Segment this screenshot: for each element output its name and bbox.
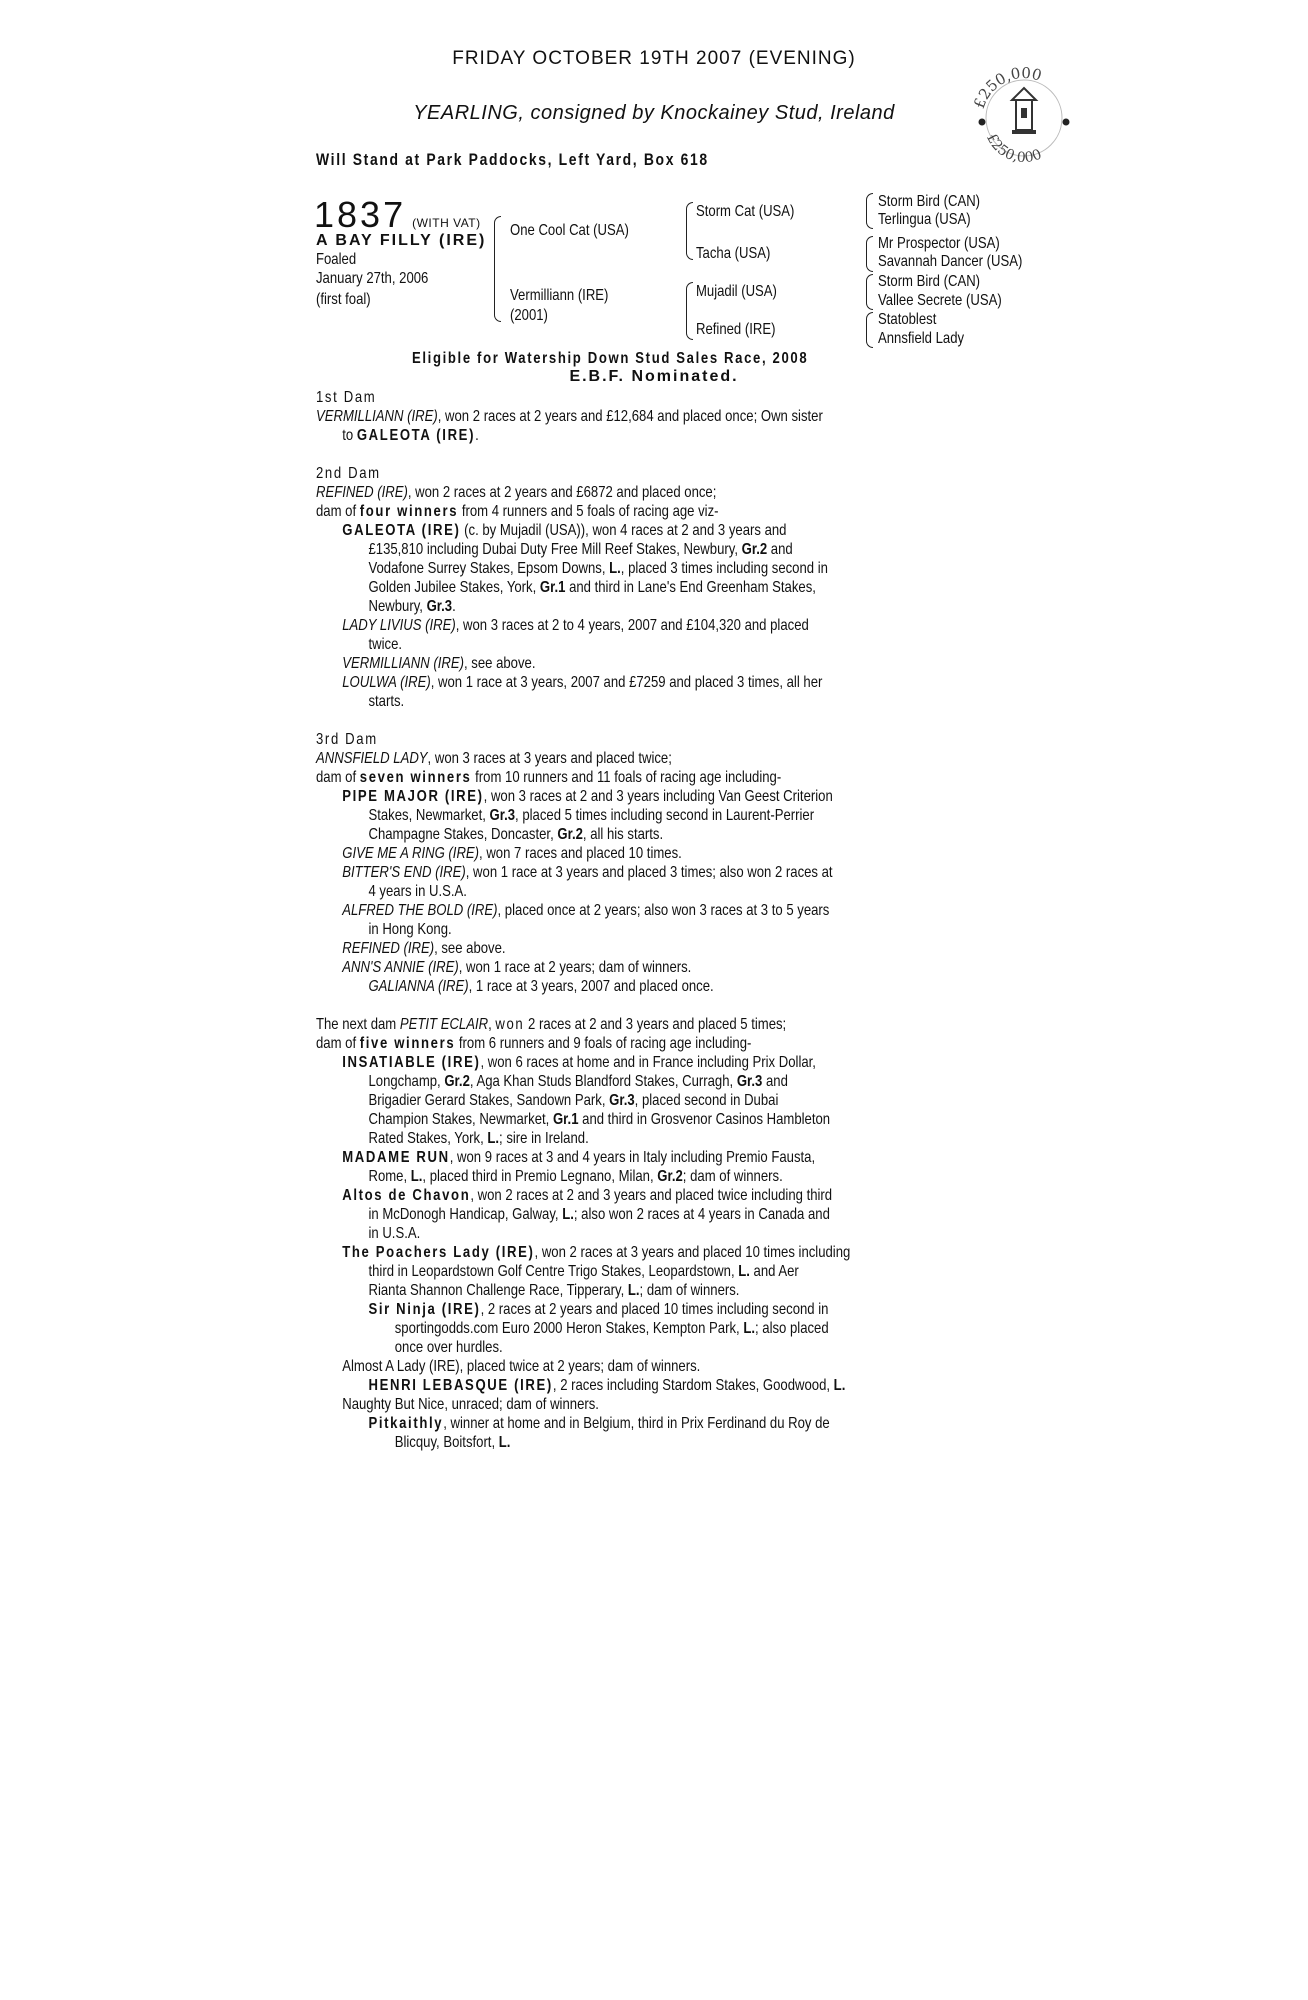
second-dam-heading: 2nd Dam: [316, 465, 381, 482]
list-item: LADY LIVIUS (IRE), won 3 races at 2 to 4 years, 2007 and £104,320 and placed twice.: [342, 617, 809, 653]
first-dam-line: VERMILLIANN (IRE), won 2 races at 2 years and £12,684 and placed once; Own sister: [316, 408, 823, 425]
list-item: GIVE ME A RING (IRE), won 7 races and placed 10 times.: [342, 845, 682, 862]
vat-note: (WITH VAT): [412, 216, 481, 230]
next-dam-line: The next dam PETIT ECLAIR, won 2 races at 2 and 3 years and placed 5 times;: [316, 1016, 787, 1033]
second-dam-line: REFINED (IRE), won 2 races at 2 years and £6872 and placed once;: [316, 484, 717, 501]
pedigree-brace: [866, 193, 873, 229]
pedigree-brace: [866, 274, 873, 310]
pedigree-sire: One Cool Cat (USA): [510, 222, 629, 239]
list-item: PIPE MAJOR (IRE), won 3 races at 2 and 3 years including Van Geest Criterion Stakes, Newmarket, Gr.3, placed 5 times including second in Laurent-Perrier Champagne Stakes, Doncaster, Gr.2, all his starts.: [342, 788, 833, 843]
pedigree-gen3-2: Terlingua (USA): [878, 211, 971, 228]
list-item: ANN'S ANNIE (IRE), won 1 race at 2 years; dam of winners.: [342, 959, 692, 976]
next-dam-produce: dam of five winners from 6 runners and 9 foals of racing age including-: [316, 1035, 752, 1052]
pedigree-brace: [866, 236, 873, 272]
list-item: Altos de Chavon, won 2 races at 2 and 3 years and placed twice including third in McDonogh Handicap, Galway, L.; also won 2 races at 4 years in Canada and in U.S.A.: [342, 1187, 833, 1242]
list-item: GALIANNA (IRE), 1 race at 3 years, 2007 and placed once.: [368, 978, 714, 995]
list-item: INSATIABLE (IRE), won 6 races at home and in France including Prix Dollar, Longchamp, Gr.2, Aga Khan Studs Blandford Stakes, Curragh, Gr.3 and Brigadier Gerard Stakes, Sandown Park, Gr.3, placed second in Dubai Champion Stakes, Newmarket, Gr.1 and third in Grosvenor Casinos Hambleton Rated Stakes, York, L.; sire in Ireland.: [342, 1054, 831, 1147]
pedigree-brace: [494, 216, 501, 322]
third-dam-heading: 3rd Dam: [316, 731, 378, 748]
consignment-line: YEARLING, consigned by Knockainey Stud, Ireland: [413, 102, 895, 124]
foaled-label: Foaled: [316, 251, 357, 268]
foaled-date: January 27th, 2006: [316, 270, 429, 287]
list-item: VERMILLIANN (IRE), see above.: [342, 655, 536, 672]
lot-number-value: 1837: [314, 194, 407, 235]
svg-text:£250,000: [983, 131, 1044, 166]
pedigree-sire-dam: Tacha (USA): [696, 245, 771, 262]
list-item: REFINED (IRE), see above.: [342, 940, 506, 957]
third-dam-line: ANNSFIELD LADY, won 3 races at 3 years and placed twice;: [316, 750, 672, 767]
ebf-nominated: E.B.F. Nominated.: [569, 368, 739, 385]
pedigree-brace: [686, 202, 693, 260]
pedigree-brace: [686, 282, 693, 340]
list-item: Pitkaithly, winner at home and in Belgium, third in Prix Ferdinand du Roy de Blicquy, Boitsfort, L.: [368, 1415, 830, 1451]
pedigree-gen3-4: Savannah Dancer (USA): [878, 253, 1023, 270]
pedigree-dam: Vermilliann (IRE): [510, 287, 609, 304]
first-dam-heading: 1st Dam: [316, 389, 377, 406]
list-item: GALEOTA (IRE) (c. by Mujadil (USA)), won 4 races at 2 and 3 years and £135,810 including Dubai Duty Free Mill Reef Stakes, Newbury, Gr.2 and Vodafone Surrey Stakes, Epsom Downs, L., placed 3 times including second in Golden Jubilee Stakes, York, Gr.1 and third in Lane's End Greenham Stakes, Newbury, Gr.3.: [342, 522, 828, 615]
seal-bottom-text: £250,000: [983, 131, 1045, 167]
pedigree-gen3-3: Mr Prospector (USA): [878, 235, 1000, 252]
pedigree-dam-year: (2001): [510, 307, 548, 324]
catalogue-body: [316, 388, 997, 1452]
third-dam-produce: dam of seven winners from 10 runners and 11 foals of racing age including-: [316, 769, 782, 786]
second-dam-produce: dam of four winners from 4 runners and 5 foals of racing age viz-: [316, 503, 719, 520]
first-dam-line2: to GALEOTA (IRE).: [342, 427, 479, 444]
pedigree-brace: [866, 312, 873, 348]
pedigree-dam-dam: Refined (IRE): [696, 321, 776, 338]
list-item: Naughty But Nice, unraced; dam of winners.: [342, 1396, 599, 1413]
price-seal-icon: [968, 62, 1080, 170]
lot-number: [314, 194, 481, 236]
list-item: MADAME RUN, won 9 races at 3 and 4 years in Italy including Premio Fausta, Rome, L., placed third in Premio Legnano, Milan, Gr.2; dam of winners.: [342, 1149, 816, 1185]
runner-name: GALEOTA (IRE): [342, 522, 461, 539]
list-item: BITTER'S END (IRE), won 1 race at 3 years and placed 3 times; also won 2 races at 4 years in U.S.A.: [342, 864, 833, 900]
pedigree-gen3-1: Storm Bird (CAN): [878, 193, 981, 210]
list-item: ALFRED THE BOLD (IRE), placed once at 2 years; also won 3 races at 3 to 5 years in Hong Kong.: [342, 902, 830, 938]
list-item: HENRI LEBASQUE (IRE), 2 races including Stardom Stakes, Goodwood, L.: [368, 1377, 846, 1394]
list-item: Sir Ninja (IRE), 2 races at 2 years and placed 10 times including second in sportingodds.com Euro 2000 Heron Stakes, Kempton Park, L.; also placed once over hurdles.: [368, 1301, 829, 1356]
race-eligibility: Eligible for Watership Down Stud Sales Race, 2008: [412, 350, 809, 367]
lot-title: A BAY FILLY (IRE): [316, 232, 487, 249]
list-item: Almost A Lady (IRE), placed twice at 2 years; dam of winners.: [342, 1358, 701, 1375]
pedigree-sire-sire: Storm Cat (USA): [696, 203, 795, 220]
seal-top-text: £250,000: [969, 63, 1044, 111]
list-item: The Poachers Lady (IRE), won 2 races at 3 years and placed 10 times including third in Leopardstown Golf Centre Trigo Stakes, Leopardstown, L. and Aer Rianta Shannon Challenge Race, Tipperary, L.; dam of winners.: [342, 1244, 851, 1299]
sale-date-heading: FRIDAY OCTOBER 19TH 2007 (EVENING): [452, 48, 856, 69]
pedigree-gen3-7: Statoblest: [878, 311, 937, 328]
pedigree-dam-sire: Mujadil (USA): [696, 283, 777, 300]
first-foal-note: (first foal): [316, 291, 371, 308]
stand-location: Will Stand at Park Paddocks, Left Yard, Box 618: [316, 150, 709, 169]
list-item: LOULWA (IRE), won 1 race at 3 years, 2007 and £7259 and placed 3 times, all her starts.: [342, 674, 823, 710]
pedigree-gen3-6: Vallee Secrete (USA): [878, 292, 1002, 309]
pedigree-gen3-8: Annsfield Lady: [878, 330, 965, 347]
pedigree-gen3-5: Storm Bird (CAN): [878, 273, 981, 290]
